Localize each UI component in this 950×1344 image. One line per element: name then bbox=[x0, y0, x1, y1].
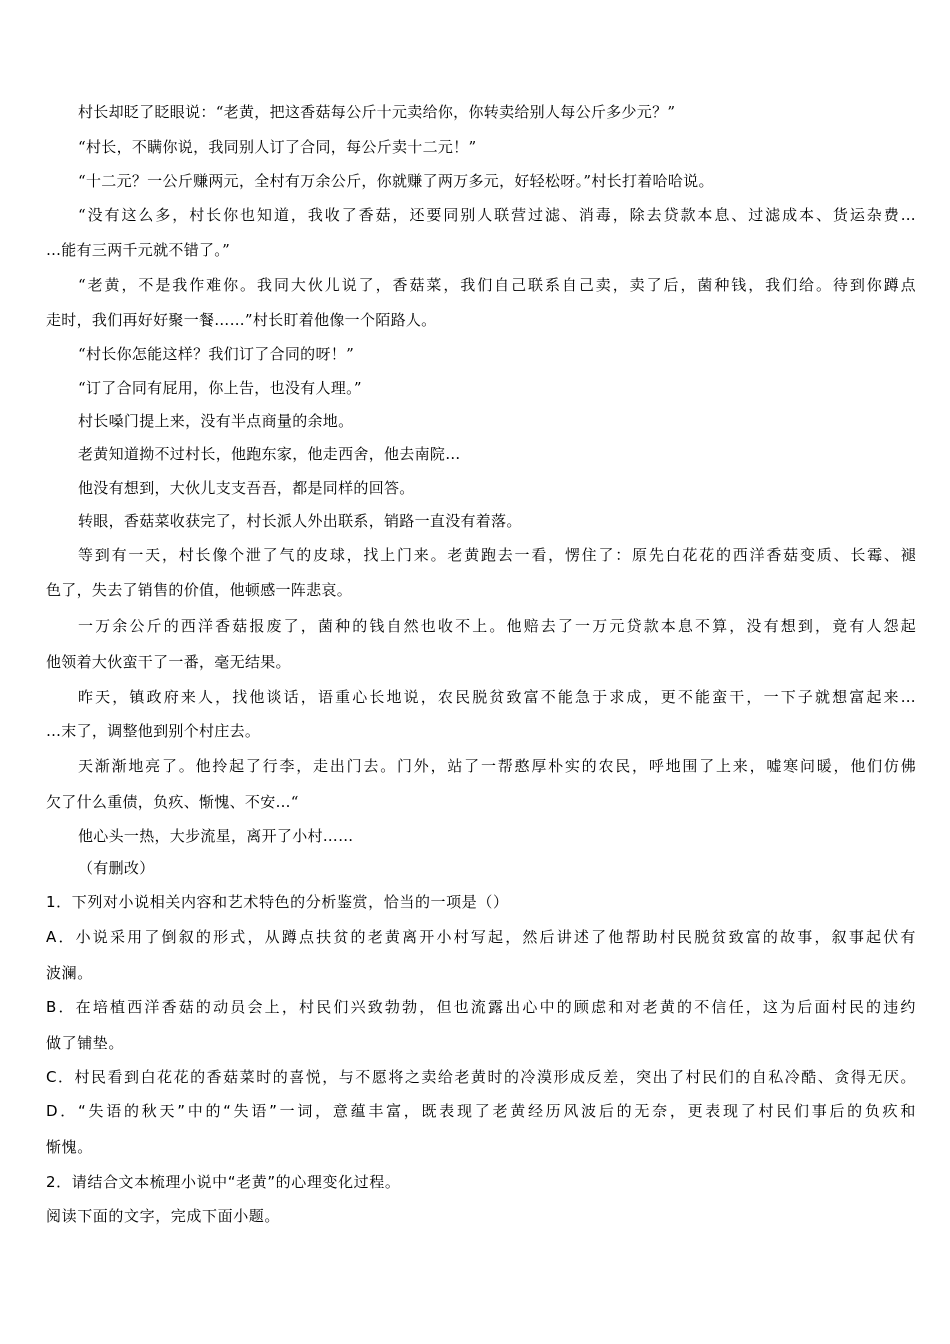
source-note: （有删改） bbox=[78, 859, 155, 877]
story-paragraph-line: “老黄，不是我作难你。我同大伙儿说了，香菇菜，我们自己联系自己卖，卖了后，菌种钱，我们给。待到你蹲点 bbox=[78, 276, 916, 294]
story-paragraph-line: …能有三两千元就不错了。” bbox=[46, 241, 231, 259]
option-a-line: A．小说采用了倒叙的形式，从蹲点扶贫的老黄离开小村写起，然后讲述了他帮助村民脱贫致富的故事，叙事起伏有 bbox=[46, 928, 916, 946]
next-section-instruction: 阅读下面的文字，完成下面小题。 bbox=[46, 1207, 281, 1225]
story-paragraph-line: 昨天，镇政府来人，找他谈话，语重心长地说，农民脱贫致富不能急于求成，更不能蛮干，一下子就想富起来… bbox=[78, 688, 916, 706]
story-paragraph-line: 欠了什么重债，负疚、惭愧、不安…“ bbox=[46, 793, 299, 811]
story-paragraph-line: “订了合同有屁用，你上告，也没有人理。” bbox=[78, 379, 362, 397]
story-paragraph-line: 等到有一天，村长像个泄了气的皮球，找上门来。老黄跑去一看，愣住了：原先白花花的西洋香菇变质、长霉、褪 bbox=[78, 546, 916, 564]
question-1-stem: 1．下列对小说相关内容和艺术特色的分析鉴赏，恰当的一项是（） bbox=[46, 893, 509, 911]
story-paragraph-line: 走时，我们再好好聚一餐……”村长盯着他像一个陌路人。 bbox=[46, 311, 437, 329]
story-paragraph-line: 天渐渐地亮了。他拎起了行李，走出门去。门外，站了一帮憨厚朴实的农民，呼地围了上来，嘘寒问暖，他们仿佛 bbox=[78, 757, 916, 775]
story-paragraph-line: “十二元？一公斤赚两元，全村有万余公斤，你就赚了两万多元，好轻松呀。”村长打着哈哈说。 bbox=[78, 172, 714, 190]
story-paragraph-line: 色了，失去了销售的价值，他顿感一阵悲哀。 bbox=[46, 581, 353, 599]
story-paragraph-line: “村长，不瞒你说，我同别人订了合同，每公斤卖十二元！” bbox=[78, 138, 477, 156]
option-a-line: 波澜。 bbox=[46, 964, 93, 982]
story-paragraph-line: 老黄知道拗不过村长，他跑东家，他走西舍，他去南院… bbox=[78, 445, 461, 463]
story-paragraph-line: 他心头一热，大步流星，离开了小村…… bbox=[78, 827, 354, 845]
option-d-line: 惭愧。 bbox=[46, 1138, 93, 1156]
story-paragraph-line: 一万余公斤的西洋香菇报废了，菌种的钱自然也收不上。他赔去了一万元贷款本息不算，没有想到，竟有人怨起 bbox=[78, 617, 916, 635]
story-paragraph-line: 转眼，香菇菜收获完了，村长派人外出联系，销路一直没有着落。 bbox=[78, 512, 522, 530]
story-paragraph-line: 村长嗓门提上来，没有半点商量的余地。 bbox=[78, 412, 354, 430]
question-2-stem: 2．请结合文本梳理小说中“老黄”的心理变化过程。 bbox=[46, 1173, 401, 1191]
option-d-line: D．“失语的秋天”中的“失语”一词，意蕴丰富，既表现了老黄经历风波后的无奈，更表现了村民们事后的负疚和 bbox=[46, 1102, 916, 1120]
story-paragraph-line: …末了，调整他到别个村庄去。 bbox=[46, 722, 261, 740]
option-b-line: 做了铺垫。 bbox=[46, 1034, 125, 1052]
story-paragraph-line: “没有这么多，村长你也知道，我收了香菇，还要同别人联营过滤、消毒，除去贷款本息、过滤成本、货运杂费… bbox=[78, 206, 916, 224]
option-c-line: C．村民看到白花花的香菇菜时的喜悦，与不愿将之卖给老黄时的冷漠形成反差，突出了村民们的自私冷酷、贪得无厌。 bbox=[46, 1068, 916, 1086]
story-paragraph-line: 他没有想到，大伙儿支支吾吾，都是同样的回答。 bbox=[78, 479, 415, 497]
story-paragraph-line: 村长却眨了眨眼说：“老黄，把这香菇每公斤十元卖给你，你转卖给别人每公斤多少元？” bbox=[78, 103, 676, 121]
option-b-line: B．在培植西洋香菇的动员会上，村民们兴致勃勃，但也流露出心中的顾虑和对老黄的不信任，这为后面村民的违约 bbox=[46, 998, 916, 1016]
story-paragraph-line: “村长你怎能这样？我们订了合同的呀！” bbox=[78, 345, 355, 363]
story-paragraph-line: 他领着大伙蛮干了一番，毫无结果。 bbox=[46, 653, 291, 671]
